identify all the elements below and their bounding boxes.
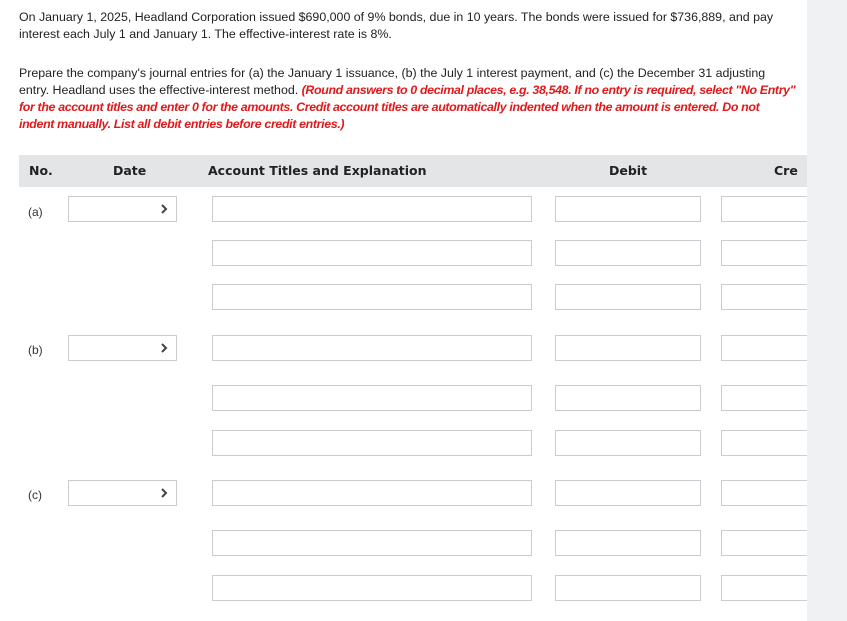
credit-input[interactable] <box>721 284 807 310</box>
chevron-down-icon <box>157 202 171 216</box>
header-account-titles: Account Titles and Explanation <box>208 163 427 178</box>
entry-label: (c) <box>28 488 42 502</box>
credit-input[interactable] <box>721 196 807 222</box>
date-select[interactable] <box>68 335 177 361</box>
credit-input[interactable] <box>721 385 807 411</box>
account-title-input[interactable] <box>212 385 532 411</box>
credit-input[interactable] <box>721 480 807 506</box>
problem-intro: On January 1, 2025, Headland Corporation issued $690,000 of 9% bonds, due in 10 years. The bonds were issued for $736,889, and pay interest each July 1 and January 1. The effective-interest rate is 8%. <box>19 10 774 41</box>
problem-task-paragraph <box>19 65 797 133</box>
date-select[interactable] <box>68 480 177 506</box>
credit-input[interactable] <box>721 575 807 601</box>
debit-input[interactable] <box>555 284 701 310</box>
date-select[interactable] <box>68 196 177 222</box>
debit-input[interactable] <box>555 430 701 456</box>
debit-input[interactable] <box>555 385 701 411</box>
entry-label: (a) <box>28 205 43 219</box>
debit-input[interactable] <box>555 196 701 222</box>
credit-input[interactable] <box>721 335 807 361</box>
header-credit: Cre <box>774 163 798 178</box>
journal-table-header <box>19 155 807 187</box>
account-title-input[interactable] <box>212 430 532 456</box>
debit-input[interactable] <box>555 240 701 266</box>
header-no: No. <box>29 163 53 178</box>
header-date: Date <box>113 163 147 178</box>
credit-input[interactable] <box>721 240 807 266</box>
credit-input[interactable] <box>721 530 807 556</box>
account-title-input[interactable] <box>212 196 532 222</box>
account-title-input[interactable] <box>212 480 532 506</box>
account-title-input[interactable] <box>212 335 532 361</box>
account-title-input[interactable] <box>212 240 532 266</box>
account-title-input[interactable] <box>212 530 532 556</box>
debit-input[interactable] <box>555 335 701 361</box>
credit-input[interactable] <box>721 430 807 456</box>
problem-task: Prepare the company's journal entries for (a) the January 1 issuance, (b) the July 1 interest payment, and (c) the December 31 adjusting entry. Headland uses the effective-interest method. <box>19 66 766 97</box>
debit-input[interactable] <box>555 575 701 601</box>
answer-instructions: (Round answers to 0 decimal places, e.g. 38,548. If no entry is required, select "No Entry" for the account titles and enter 0 for the amounts. Credit account titles are automatically indented when the amount is entered. Do not indent manually. List all debit entries before credit entries.) <box>19 83 796 131</box>
chevron-down-icon <box>157 486 171 500</box>
account-title-input[interactable] <box>212 575 532 601</box>
debit-input[interactable] <box>555 480 701 506</box>
chevron-down-icon <box>157 341 171 355</box>
account-title-input[interactable] <box>212 284 532 310</box>
debit-input[interactable] <box>555 530 701 556</box>
header-debit: Debit <box>609 163 648 178</box>
entry-label: (b) <box>28 343 43 357</box>
